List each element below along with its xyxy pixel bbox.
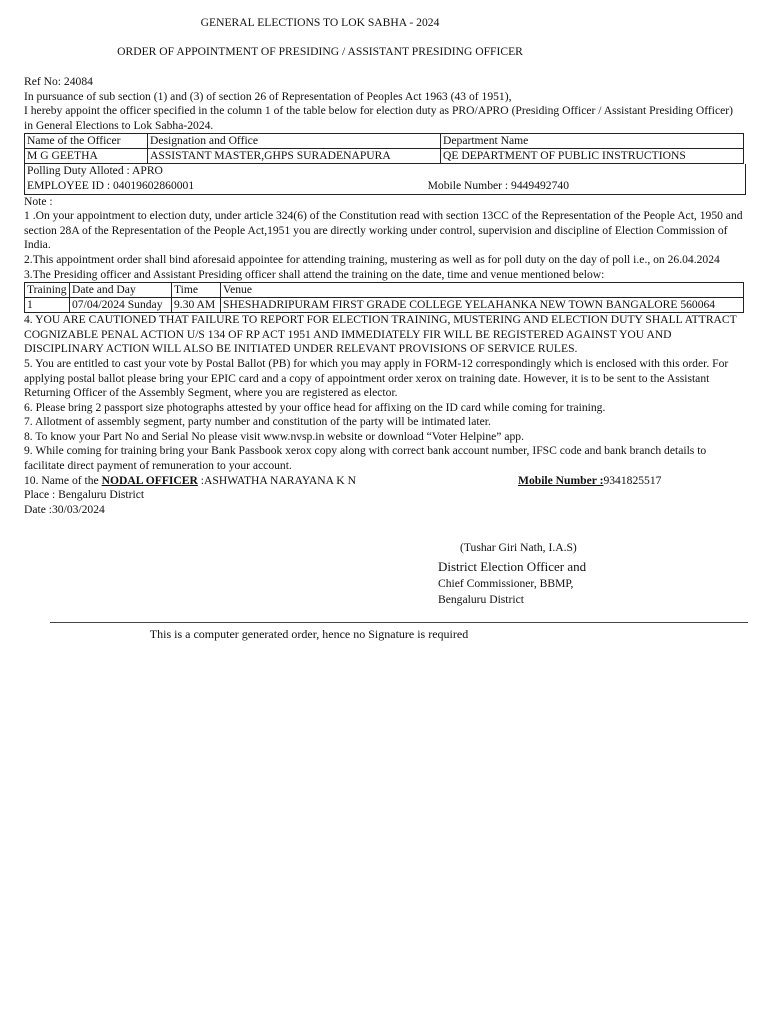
note-1: 1 .On your appointment to election duty, under article 324(6) of the Constitution read with section 13CC of the Representation of the People Act, 1950 and section 28A of the Representation of the People Act,1951 you are directly working under control, supervision and discipline of Election Commission of India. <box>24 209 743 252</box>
training-date: 07/04/2024 Sunday <box>70 298 172 313</box>
nodal-mobile-label: Mobile Number : <box>518 473 604 487</box>
nodal-mobile-number: 9341825517 <box>603 473 662 487</box>
officer-designation: ASSISTANT MASTER,GHPS SURADENAPURA <box>148 149 441 164</box>
document-title: GENERAL ELECTIONS TO LOK SABHA - 2024 <box>200 16 440 29</box>
training-time: 9.30 AM <box>172 298 221 313</box>
note-9: 9. While coming for training bring your Bank Passbook xerox copy along with correct bank account number, IFSC code and bank branch details to facilitate direct payment of remuneration to your account. <box>24 444 707 473</box>
note-3: 3.The Presiding officer and Assistant Presiding officer shall attend the training on the date, time and venue mentioned below: <box>24 267 605 281</box>
divider <box>50 622 748 623</box>
nodal-officer-label: NODAL OFFICER <box>101 473 198 487</box>
document-subtitle: ORDER OF APPOINTMENT OF PRESIDING / ASSISTANT PRESIDING OFFICER <box>117 45 523 58</box>
officer-name: M G GEETHA <box>25 149 148 164</box>
officer-table-header <box>25 134 744 149</box>
signature-block <box>438 541 586 608</box>
note-7: 7. Allotment of assembly segment, party number and constitution of the party will be intimated later. <box>24 415 491 429</box>
training-table <box>24 282 744 313</box>
officer-department: QE DEPARTMENT OF PUBLIC INSTRUCTIONS <box>441 149 744 164</box>
officer-table <box>24 133 744 164</box>
footer-note: This is a computer generated order, hence no Signature is required <box>149 627 469 641</box>
header-cell: Time <box>172 283 221 298</box>
signatory-name: (Tushar Giri Nath, I.A.S) <box>460 541 577 554</box>
training-number: 1 <box>25 298 70 313</box>
polling-duty: Polling Duty Alloted : APRO <box>27 164 163 178</box>
employee-row <box>27 179 743 194</box>
place: Place : Bengaluru District <box>24 488 145 502</box>
training-venue: SHESHADRIPURAM FIRST GRADE COLLEGE YELAHANKA NEW TOWN BANGALORE 560064 <box>221 298 744 313</box>
note-2: 2.This appointment order shall bind aforesaid appointee for attending training, mustering as well as for poll duty on the day of poll i.e., on 26.04.2024 <box>24 252 720 266</box>
header-cell: Venue <box>221 283 744 298</box>
note-8: 8. To know your Part No and Serial No please visit www.nvsp.in website or download “Voter Helpine” app. <box>24 429 524 443</box>
duty-box <box>24 164 746 194</box>
note-label: Note : <box>24 194 53 208</box>
intro-section <box>24 75 744 517</box>
date: Date :30/03/2024 <box>24 502 105 516</box>
nodal-officer-row: 10. Name of the NODAL OFFICER :ASHWATHA NARAYANA K N Mobile Number :9341825517 <box>24 473 662 487</box>
table-row <box>25 298 744 313</box>
table-row <box>25 149 744 164</box>
nodal-officer-name: :ASHWATHA NARAYANA K N <box>197 473 356 487</box>
signatory-title: District Election Officer and <box>438 558 587 574</box>
header-cell: Department Name <box>441 134 744 149</box>
intro-line-1: In pursuance of sub section (1) and (3) of section 26 of Representation of Peoples Act 1963 (43 of 1951), <box>24 89 512 103</box>
signatory-title-2: Chief Commissioner, BBMP, <box>438 576 574 590</box>
training-table-header <box>25 283 744 298</box>
note-4: 4. YOU ARE CAUTIONED THAT FAILURE TO REPORT FOR ELECTION TRAINING, MUSTERING AND ELECTION DUTY SHALL ATTRACT COGNIZABLE PENAL ACTION U/S 134 OF RP ACT 1951 AND IMMEDIATELY FIR WILL BE REGISTERED AGAINST YOU AND DISCIPLINARY ACTION WILL ALSO BE INITIATED UNDER RELEVANT PROVISIONS OF SERVICE RULES. <box>24 313 737 356</box>
mobile-number: Mobile Number : 9449492740 <box>427 178 569 192</box>
note-6: 6. Please bring 2 passport size photographs attested by your office head for affixing on the ID card while coming for training. <box>24 400 606 414</box>
note-5: 5. You are entitled to cast your vote by Postal Ballot (PB) for which you may apply in FORM-12 correspondingly which is enclosed with this order. For applying postal ballot please bring your EPIC card and a copy of appointment order xerox on training date. However, it is to be sent to the Assistant Returning Officer of the Assembly Segment, where you are registered as elector. <box>24 356 729 400</box>
header-cell: Date and Day <box>70 283 172 298</box>
intro-line-2: I hereby appoint the officer specified in the column 1 of the table below for election duty as PRO/APRO (Presiding Officer / Assistant Presiding Officer) in General Elections to Lok Sabha-2024. <box>24 104 733 132</box>
header-cell: Training <box>25 283 70 298</box>
employee-id: EMPLOYEE ID : 04019602860001 <box>27 178 195 192</box>
header-cell: Name of the Officer <box>25 134 148 149</box>
ref-number: Ref No: 24084 <box>24 75 93 88</box>
signatory-district: Bengaluru District <box>438 592 524 606</box>
header-cell: Designation and Office <box>148 134 441 149</box>
